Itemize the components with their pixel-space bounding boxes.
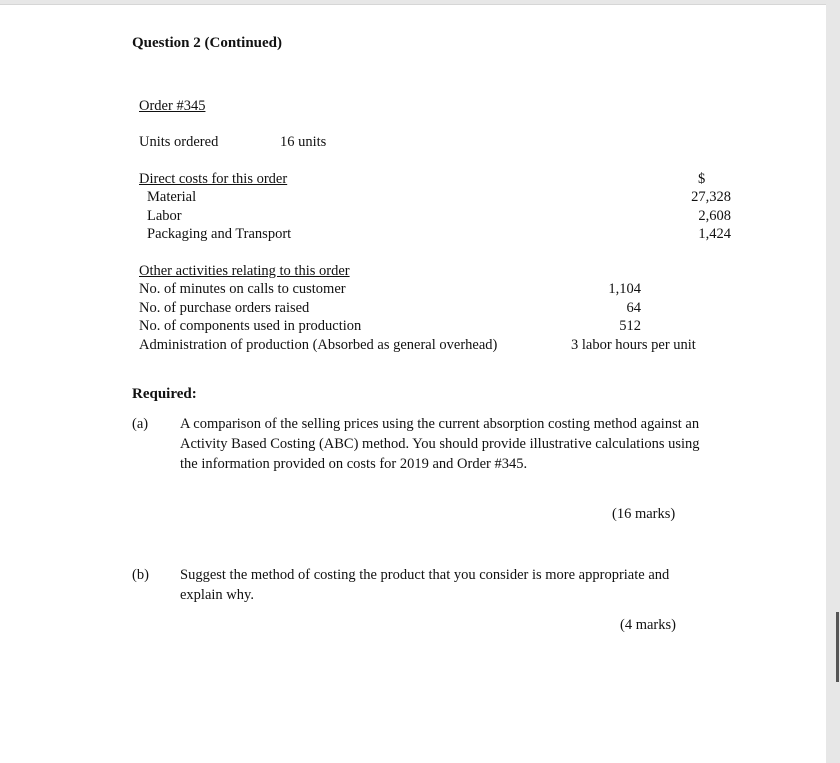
direct-cost-value-labor: 2,608 (698, 208, 731, 224)
order-title: Order #345 (139, 98, 206, 114)
direct-cost-value-material: 27,328 (691, 189, 731, 205)
activity-label-administration: Administration of production (Absorbed as general overhead) (139, 337, 498, 353)
scrollbar-thumb[interactable] (836, 612, 839, 682)
direct-cost-label-packaging: Packaging and Transport (147, 226, 292, 242)
direct-cost-label-material: Material (147, 189, 197, 205)
part-b-text: Suggest the method of costing the product that you consider is more appropriate and explain why. (180, 567, 670, 603)
other-activities-heading: Other activities relating to this order (139, 263, 350, 279)
direct-cost-label-labor: Labor (147, 208, 182, 224)
part-a-text: A comparison of the selling prices using the current absorption costing method against an Activity Based Costing (ABC) method. You should provide illustrative calculations using the information provided on costs for 2019 and Order #345. (180, 416, 700, 472)
required-heading: Required: (132, 386, 197, 402)
question-heading: Question 2 (Continued) (132, 35, 283, 51)
activity-value-administration: 3 labor hours per unit (571, 337, 696, 353)
units-ordered-label: Units ordered (139, 134, 219, 150)
part-b-marks: (4 marks) (620, 617, 676, 633)
activity-label-components: No. of components used in production (139, 318, 362, 334)
part-a-marks: (16 marks) (612, 506, 676, 522)
activity-value-purchase-orders: 64 (626, 300, 641, 316)
currency-symbol: $ (698, 171, 706, 187)
activity-label-calls: No. of minutes on calls to customer (139, 281, 346, 297)
activity-label-purchase-orders: No. of purchase orders raised (139, 300, 310, 316)
direct-cost-value-packaging: 1,424 (698, 226, 731, 242)
document-page (0, 4, 826, 763)
activity-value-calls: 1,104 (608, 281, 641, 297)
units-ordered-value: 16 units (280, 134, 327, 150)
activity-value-components: 512 (619, 318, 641, 334)
direct-costs-heading: Direct costs for this order (139, 171, 288, 187)
part-b-letter: (b) (132, 567, 149, 583)
part-a-letter: (a) (132, 416, 149, 432)
